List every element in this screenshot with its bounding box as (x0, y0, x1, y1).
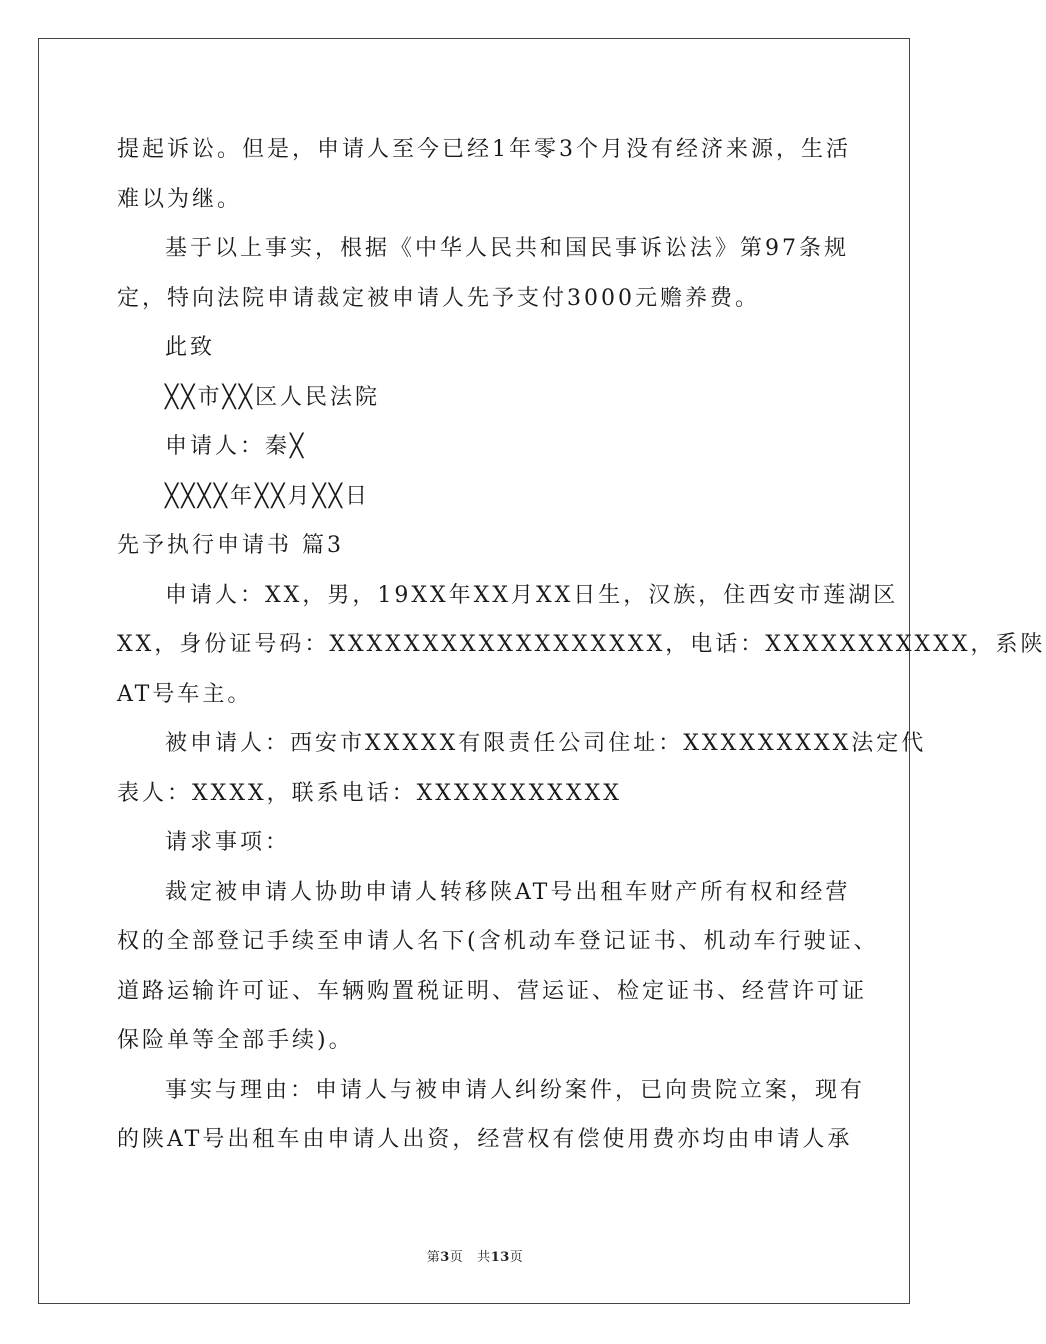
page-suffix: 页 (449, 1250, 464, 1265)
text-line: 定，特向法院申请裁定被申请人先予支付3000元赡养费。 (117, 285, 760, 311)
text-line: 保险单等全部手续)。 (117, 1028, 354, 1053)
text-line: 事实与理由：申请人与被申请人纠纷案件，已向贵院立案，现有 (165, 1077, 866, 1103)
text-line: AT号车主。 (117, 681, 253, 707)
page-footer (0, 1246, 950, 1265)
total-suffix: 页 (509, 1250, 524, 1265)
page-prefix: 第 (426, 1250, 441, 1265)
text-line: 提起诉讼。但是，申请人至今已经1年零3个月没有经济来源，生活 (117, 137, 851, 162)
text-line: 被申请人：西安市XXXXX有限责任公司住址：XXXXXXXXX法定代 (165, 731, 927, 756)
total-pages: 13 (490, 1250, 510, 1265)
salutation: 此致 (165, 335, 216, 360)
text-line: XX，身份证号码：XXXXXXXXXXXXXXXXXX，电话：XXXXXXXXXXX，系陕 (117, 632, 1046, 657)
document-body (117, 125, 1046, 1165)
text-line: 表人：XXXX，联系电话：XXXXXXXXXXX (117, 780, 622, 806)
text-line: 基于以上事实，根据《中华人民共和国民事诉讼法》第97条规 (165, 236, 849, 261)
applicant-signature: 申请人：秦╳ (165, 434, 307, 459)
total-prefix: 共 (477, 1250, 491, 1265)
section-title: 先予执行申请书 篇3 (117, 533, 344, 558)
text-line: 请求事项： (165, 830, 291, 855)
text-line: 申请人：XX，男，19XX年XX月XX日生，汉族，住西安市莲湖区 (165, 582, 899, 608)
recipient-court: ╳╳市╳╳区人民法院 (165, 384, 380, 410)
text-line: 道路运输许可证、车辆购置税证明、营运证、检定证书、经营许可证 (117, 978, 868, 1004)
text-line: 权的全部登记手续至申请人名下(含机动车登记证书、机动车行驶证、 (117, 929, 879, 954)
text-line: 裁定被申请人协助申请人转移陕AT号出租车财产所有权和经营 (165, 879, 851, 905)
text-line: 难以为继。 (117, 186, 243, 212)
signature-date: ╳╳╳╳年╳╳月╳╳日 (165, 483, 370, 509)
page-number: 3 (440, 1250, 450, 1265)
text-line: 的陕AT号出租车由申请人出资，经营权有偿使用费亦均由申请人承 (117, 1127, 853, 1152)
